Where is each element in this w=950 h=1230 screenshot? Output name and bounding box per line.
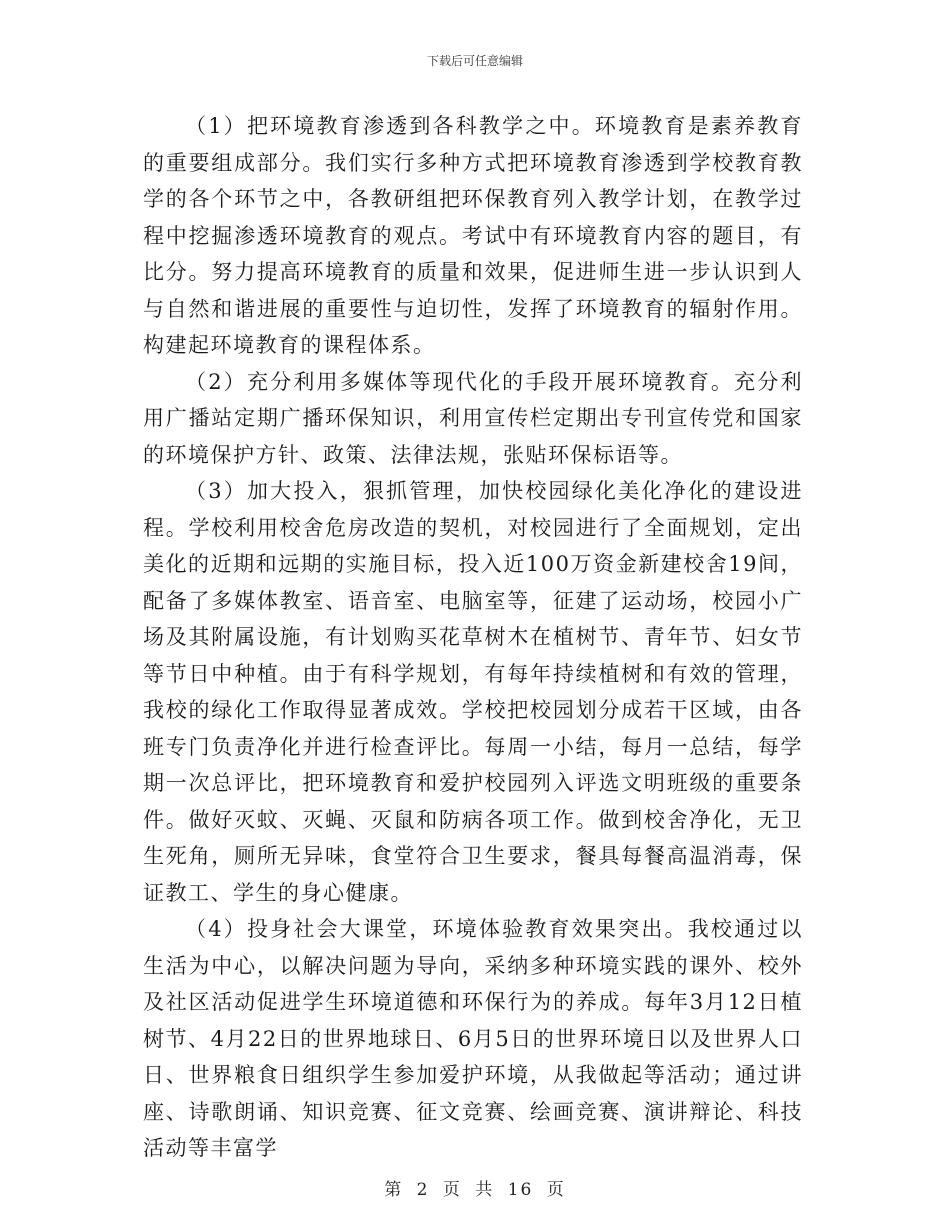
paragraph-2: （2）充分利用多媒体等现代化的手段开展环境教育。充分利用广播站定期广播环保知识，利用宣传栏定期出专刊宣传党和国家的环境保护方针、政策、法律法规，张贴环保标语等。	[143, 369, 803, 467]
page-footer: 第 2 页 共 16 页	[384, 1180, 566, 1200]
document-body	[143, 108, 803, 1167]
paragraph-3: （3）加大投入，狠抓管理，加快校园绿化美化净化的建设进程。学校利用校舍危房改造的契机，对校园进行了全面规划，定出美化的近期和远期的实施目标，投入近100万资金新建校舍19间，配备了多媒体教室、语音室、电脑室等，征建了运动场，校园小广场及其附属设施，有计划购买花草树木在植树节、青年节、妇女节等节日中种植。由于有科学规划，有每年持续植树和有效的管理，我校的绿化工作取得显著成效。学校把校园划分成若干区域，由各班专门负责净化并进行检查评比。每周一小结，每月一总结，每学期一次总评比，把环境教育和爱护校园列入评选文明班级的重要条件。做好灭蚊、灭蝇、灭鼠和防病各项工作。做到校舍净化，无卫生死角，厕所无异味，食堂符合卫生要求，餐具每餐高温消毒，保证教工、学生的身心健康。	[143, 479, 803, 905]
paragraph-4: （4）投身社会大课堂，环境体验教育效果突出。我校通过以生活为中心，以解决问题为导向，采纳多种环境实践的课外、校外及社区活动促进学生环境道德和环保行为的养成。每年3月12日植树节、4月22日的世界地球日、6月5日的世界环境日以及世界人口日、世界粮食日组织学生参加爱护环境，从我做起等活动；通过讲座、诗歌朗诵、知识竞赛、征文竞赛、绘画竞赛、演讲辩论、科技活动等丰富学	[143, 917, 803, 1160]
paragraph-1: （1）把环境教育渗透到各科教学之中。环境教育是素养教育的重要组成部分。我们实行多种方式把环境教育渗透到学校教育教学的各个环节之中，各教研组把环保教育列入教学计划，在教学过程中挖掘渗透环境教育的观点。考试中有环境教育内容的题目，有比分。努力提高环境教育的质量和效果，促进师生进一步认识到人与自然和谐进展的重要性与迫切性，发挥了环境教育的辐射作用。构建起环境教育的课程体系。	[143, 114, 803, 357]
page-header: 下载后可任意编辑	[426, 54, 523, 68]
